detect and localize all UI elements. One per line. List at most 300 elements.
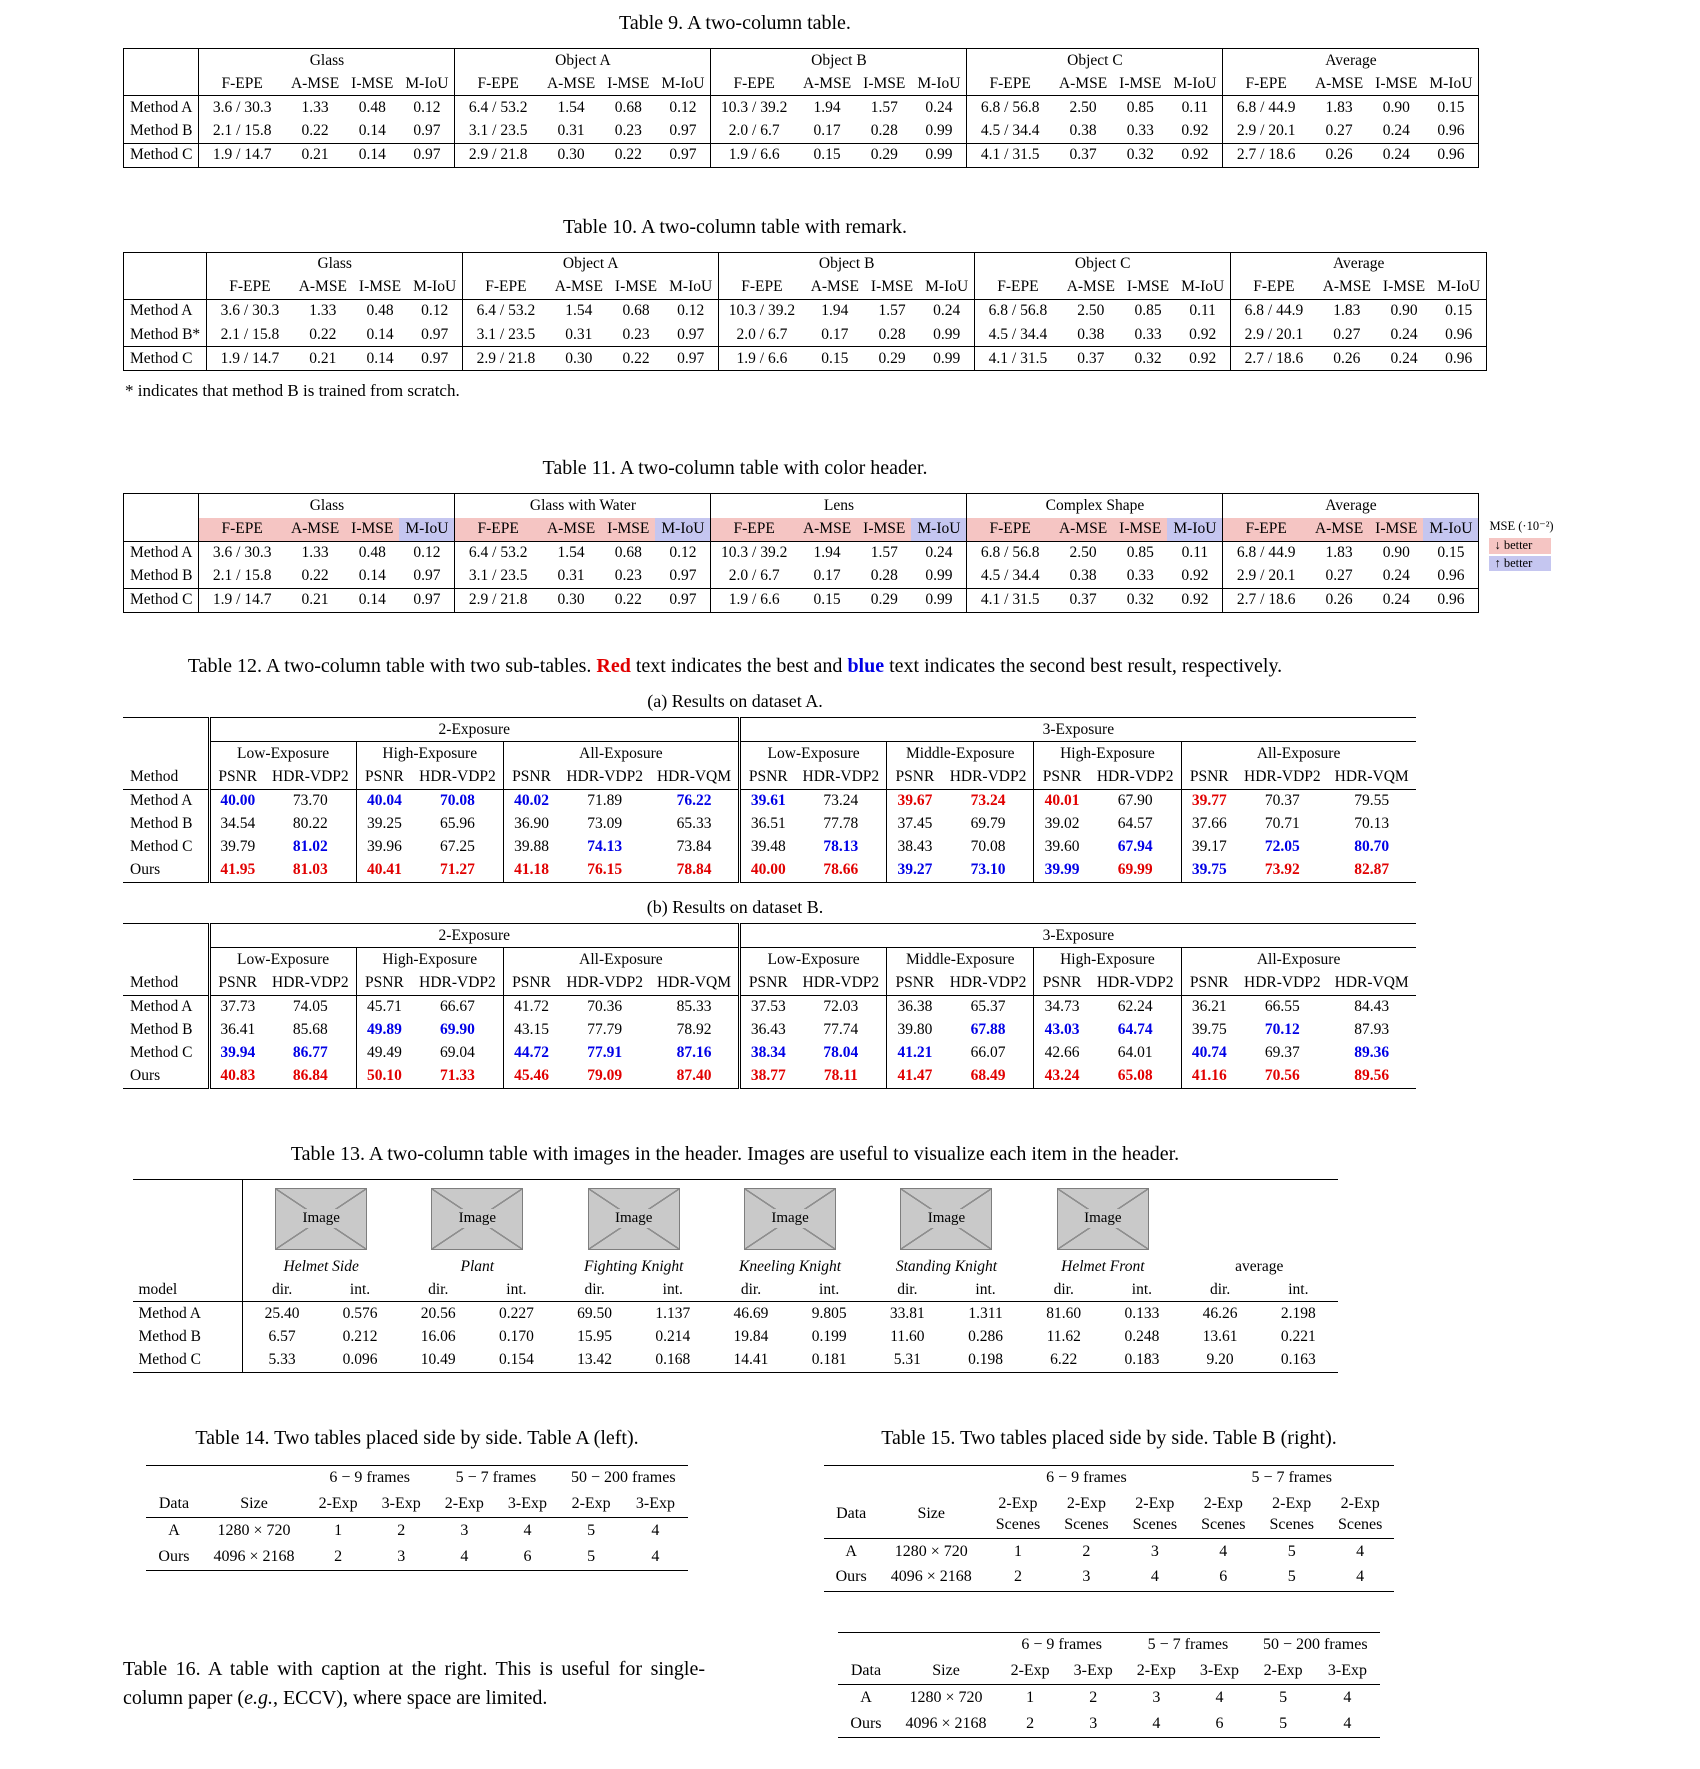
data-cell: 0.14: [345, 143, 399, 167]
data-cell: 0.576: [342, 1304, 378, 1322]
column-header: 2-Exp: [433, 1492, 496, 1518]
data-cell: 0.27: [1325, 121, 1353, 139]
method-header: Method: [123, 971, 209, 995]
data-cell: 5: [1287, 1542, 1296, 1560]
column-header: int.: [477, 1278, 555, 1302]
corner-cell: [123, 924, 209, 948]
data-cell: 40.01: [1034, 789, 1090, 813]
data-cell: 0.24: [1390, 325, 1418, 343]
data-cell: 13.61: [1202, 1328, 1238, 1345]
data-cell: 0.97: [399, 588, 455, 612]
data-cell: 68.49: [943, 1065, 1034, 1089]
table-row: [124, 541, 1479, 565]
data-cell: 9.20: [1181, 1349, 1259, 1373]
table10-caption: Table 10. A two-column table with remark.: [562, 215, 908, 238]
data-cell: 77.74: [823, 1021, 859, 1039]
data-cell: 41.18: [503, 859, 559, 883]
data-cell: 0.97: [399, 565, 455, 589]
group-header: 5 − 7 frames: [1189, 1465, 1394, 1491]
row-label: Ours: [146, 1544, 201, 1570]
image-placeholder: [588, 1188, 680, 1250]
data-cell: 4.5 / 34.4: [988, 325, 1048, 343]
table13: [123, 1179, 1347, 1373]
image-placeholder: [900, 1188, 992, 1250]
data-cell: 0.26: [1309, 588, 1369, 612]
data-cell: 0.99: [911, 119, 967, 143]
results-table: [123, 923, 1416, 1089]
table15-caption: Table 15. Two tables placed side by side. Table B (right).: [881, 1426, 1337, 1449]
table-row: [123, 971, 1416, 995]
table-row: [123, 859, 1416, 883]
table-row: [838, 1632, 1379, 1658]
data-cell: 40.41: [356, 859, 412, 883]
table-row: [123, 924, 1416, 948]
column-header: I-MSE: [1113, 72, 1167, 96]
data-cell: 0.17: [813, 567, 841, 585]
data-cell: 87.40: [650, 1065, 740, 1089]
data-cell: 6.4 / 53.2: [468, 98, 528, 116]
data-cell: 6.4 / 53.2: [468, 544, 528, 562]
caption-italic: e.g.: [244, 1686, 273, 1709]
data-cell: 0.21: [285, 143, 345, 167]
data-cell: 69.37: [1264, 1044, 1300, 1062]
data-cell: 13.42: [556, 1349, 634, 1373]
corner-cell: [124, 494, 199, 518]
group-header: Object B: [711, 49, 967, 73]
data-cell: 39.75: [1181, 859, 1237, 883]
column-header: F-EPE: [199, 518, 285, 542]
data-cell: 0.92: [1167, 588, 1223, 612]
subgroup-header: All-Exposure: [1181, 742, 1416, 766]
table-row: [123, 789, 1416, 813]
data-cell: 1.94: [813, 98, 841, 116]
data-cell: 3: [1052, 1565, 1120, 1591]
data-header: Data: [146, 1492, 201, 1518]
data-cell: 0.24: [1382, 121, 1410, 139]
item-label: Plant: [460, 1257, 495, 1275]
table-row: [824, 1465, 1395, 1491]
group-header: 2-Exposure: [209, 924, 740, 948]
results-table: [838, 1632, 1379, 1738]
data-cell: 0.28: [870, 121, 898, 139]
data-cell: 0.12: [399, 541, 455, 565]
data-cell: 1.33: [301, 98, 329, 116]
data-cell: 1.83: [1325, 98, 1353, 116]
data-cell: 78.11: [796, 1065, 887, 1089]
data-cell: 87.16: [676, 1044, 712, 1062]
data-cell: 1.9 / 6.6: [711, 588, 797, 612]
row-label: Method C: [130, 838, 193, 856]
column-header: dir.: [556, 1278, 634, 1302]
data-cell: 14.41: [712, 1349, 790, 1373]
image-placeholder-label: Image: [1079, 1209, 1126, 1229]
empty-cell: [1181, 1180, 1337, 1256]
data-cell: 38.43: [887, 836, 943, 859]
column-header: 2-Exp Scenes: [984, 1492, 1052, 1539]
data-cell: 64.74: [1117, 1021, 1153, 1039]
data-cell: 74.13: [587, 838, 623, 856]
data-cell: 86.77: [292, 1044, 328, 1062]
data-cell: 6.4 / 53.2: [476, 302, 536, 320]
data-cell: 3.6 / 30.3: [212, 544, 272, 562]
data-cell: 0.30: [541, 588, 601, 612]
table-row: [123, 742, 1416, 766]
data-cell: 70.08: [440, 792, 475, 810]
data-cell: 37.66: [1181, 813, 1237, 836]
column-header: 2-Exp: [1125, 1659, 1188, 1685]
data-cell: 39.99: [1034, 859, 1090, 883]
data-cell: 39.94: [209, 1042, 265, 1065]
data-cell: 2: [307, 1544, 370, 1570]
column-header: M-IoU: [1431, 276, 1487, 300]
data-cell: 0.11: [1175, 299, 1231, 323]
data-cell: 0.24: [1382, 567, 1410, 585]
item-label: Helmet Side: [283, 1257, 359, 1275]
table-row: [838, 1685, 1379, 1711]
data-cell: 79.55: [1354, 792, 1390, 810]
data-cell: 0.96: [1431, 347, 1487, 371]
table-row: [124, 323, 1487, 347]
column-header: int.: [790, 1278, 868, 1302]
data-cell: 25.40: [264, 1304, 300, 1322]
image-cell: [868, 1180, 1024, 1256]
data-cell: 42.66: [1034, 1042, 1090, 1065]
table9-caption: Table 9. A two-column table.: [619, 12, 851, 34]
data-cell: 5: [1279, 1688, 1288, 1706]
table14-caption: Table 14. Two tables placed side by side. Table A (left).: [195, 1426, 639, 1449]
data-cell: 0.15: [1423, 96, 1479, 120]
item-label: Standing Knight: [895, 1257, 998, 1275]
column-header: HDR-VDP2: [943, 971, 1034, 995]
data-cell: 6.8 / 56.8: [980, 98, 1040, 116]
table12-caption: [123, 653, 1347, 679]
column-header: A-MSE: [1309, 518, 1369, 542]
data-cell: 2.50: [1069, 544, 1097, 562]
data-cell: 3.6 / 30.3: [220, 302, 280, 320]
row-label: Method B: [130, 1021, 193, 1039]
data-cell: 16.06: [420, 1328, 456, 1345]
data-cell: 67.94: [1117, 838, 1153, 856]
data-cell: 40.04: [356, 789, 412, 813]
row-label: Method A: [133, 1302, 243, 1326]
image-placeholder-label: Image: [297, 1209, 344, 1229]
data-cell: 0.90: [1390, 302, 1418, 320]
data-cell: 69.79: [970, 815, 1006, 833]
data-cell: 2.1 / 15.8: [212, 567, 272, 585]
data-cell: 10.3 / 39.2: [728, 302, 796, 320]
data-cell: 2.0 / 6.7: [736, 325, 788, 343]
table-row: [124, 96, 1479, 120]
data-cell: 0.32: [1113, 143, 1167, 167]
data-cell: 0.23: [614, 121, 642, 139]
data-cell: 0.12: [655, 541, 711, 565]
column-header: A-MSE: [541, 518, 601, 542]
data-cell: 50.10: [356, 1065, 412, 1089]
data-cell: 0.97: [399, 143, 455, 167]
data-cell: 1.9 / 14.7: [199, 143, 285, 167]
data-cell: 0.37: [1053, 588, 1113, 612]
data-cell: 78.04: [823, 1044, 859, 1062]
data-cell: 87.93: [1354, 1021, 1390, 1039]
column-header: dir.: [243, 1278, 321, 1302]
data-cell: 3.1 / 23.5: [468, 567, 528, 585]
table-row: [124, 494, 1479, 518]
group-header: Object C: [967, 49, 1223, 73]
size-cell: 4096 × 2168: [202, 1544, 307, 1570]
data-cell: 0.99: [919, 323, 975, 347]
subgroup-header: All-Exposure: [503, 742, 739, 766]
group-header: Average: [1223, 49, 1479, 73]
data-cell: 80.70: [1354, 838, 1390, 856]
table-row: [146, 1465, 687, 1491]
table14: [123, 1465, 711, 1571]
column-header: PSNR: [887, 971, 943, 995]
data-cell: 39.79: [209, 836, 265, 859]
column-header: I-MSE: [1377, 276, 1431, 300]
table-row: [133, 1278, 1338, 1302]
table-row: [133, 1302, 1338, 1326]
data-cell: 0.48: [358, 98, 386, 116]
group-header: 5 − 7 frames: [1125, 1632, 1251, 1658]
data-cell: 64.01: [1117, 1044, 1153, 1062]
data-cell: 5: [1251, 1711, 1315, 1737]
data-cell: 39.61: [740, 789, 796, 813]
column-header: I-MSE: [1369, 72, 1423, 96]
data-cell: 0.27: [1333, 325, 1361, 343]
column-header: A-MSE: [549, 276, 609, 300]
results-table: [133, 1179, 1338, 1373]
data-cell: 0.15: [797, 143, 857, 167]
corner-cell: [133, 1180, 243, 1256]
row-label: Method C: [124, 143, 199, 167]
column-header: 3-Exp: [1188, 1659, 1251, 1685]
item-label: Kneeling Knight: [739, 1257, 842, 1275]
data-cell: 0.22: [601, 143, 655, 167]
data-cell: 39.88: [503, 836, 559, 859]
data-cell: 1.9 / 14.7: [207, 347, 293, 371]
data-cell: 86.84: [265, 1065, 356, 1089]
right-column: [771, 1425, 1447, 1738]
column-header: M-IoU: [919, 276, 975, 300]
data-cell: 43.15: [503, 1019, 559, 1042]
column-header: F-EPE: [1223, 72, 1309, 96]
data-cell: 0.38: [1069, 121, 1097, 139]
table11-legend: [1489, 519, 1553, 573]
group-header: Glass: [199, 494, 455, 518]
column-header: PSNR: [209, 971, 265, 995]
data-cell: 40.83: [209, 1065, 265, 1089]
group-header: Complex Shape: [967, 494, 1223, 518]
data-cell: 0.24: [1369, 588, 1423, 612]
group-header: 3-Exposure: [740, 718, 1416, 742]
row-label: Method C: [133, 1349, 243, 1373]
corner-cell: [124, 518, 199, 542]
data-cell: 72.05: [1264, 838, 1300, 856]
data-cell: 39.27: [887, 859, 943, 883]
data-cell: 43.24: [1034, 1065, 1090, 1089]
column-header: HDR-VDP2: [559, 765, 650, 789]
data-cell: 4: [1215, 1688, 1224, 1706]
data-cell: 0.15: [805, 347, 865, 371]
data-cell: 1: [1026, 1688, 1035, 1706]
data-cell: 39.48: [740, 836, 796, 859]
data-cell: 0.11: [1167, 96, 1223, 120]
caption-blue-word: blue: [847, 655, 885, 678]
data-cell: 0.97: [399, 119, 455, 143]
data-cell: 67.88: [970, 1021, 1006, 1039]
data-cell: 39.67: [887, 789, 943, 813]
image-placeholder-label: Image: [610, 1209, 657, 1229]
column-header: A-MSE: [1053, 518, 1113, 542]
data-cell: 0.92: [1167, 119, 1223, 143]
data-cell: 71.27: [412, 859, 503, 883]
column-header: PSNR: [1034, 765, 1090, 789]
data-cell: 2.7 / 18.6: [1223, 143, 1309, 167]
column-header: 2-Exp: [307, 1492, 370, 1518]
column-header: 2-Exp Scenes: [1258, 1492, 1326, 1539]
data-cell: 6.8 / 44.9: [1236, 98, 1296, 116]
column-header: M-IoU: [655, 72, 711, 96]
data-cell: 36.43: [740, 1019, 796, 1042]
table-row: [123, 813, 1416, 836]
column-header: HDR-VDP2: [1090, 971, 1181, 995]
column-header: I-MSE: [1113, 518, 1167, 542]
caption-text: , ECCV), where space are limited.: [272, 1686, 548, 1709]
table12b: [123, 923, 1409, 1089]
subgroup-header: Low-Exposure: [740, 742, 887, 766]
caption-text: text indicates the best and: [630, 655, 848, 678]
data-cell: 41.21: [887, 1042, 943, 1065]
row-label: Ours: [123, 859, 209, 883]
row-label: Method A: [130, 792, 193, 810]
column-header: int.: [634, 1278, 712, 1302]
data-cell: 4: [1343, 1688, 1352, 1706]
table12b-caption: (b) Results on dataset B.: [646, 897, 824, 918]
data-cell: 89.56: [1328, 1065, 1416, 1089]
data-cell: 73.92: [1237, 859, 1328, 883]
data-cell: 0.198: [946, 1349, 1024, 1373]
data-cell: 1: [1013, 1542, 1022, 1560]
data-cell: 78.92: [676, 1021, 712, 1039]
data-cell: 0.96: [1423, 565, 1479, 589]
image-placeholder-label: Image: [454, 1209, 501, 1229]
size-header: Size: [894, 1659, 999, 1685]
data-cell: 2.1 / 15.8: [220, 325, 280, 343]
image-cell: [243, 1180, 399, 1256]
table11-caption: Table 11. A two-column table with color header.: [542, 457, 928, 480]
data-cell: 1.33: [301, 544, 329, 562]
column-header: 2-Exp Scenes: [1189, 1492, 1257, 1539]
row-label: Method B: [124, 565, 199, 589]
data-cell: 0.29: [857, 143, 911, 167]
column-header: I-MSE: [1121, 276, 1175, 300]
table9: [123, 48, 1473, 168]
data-cell: 0.24: [911, 541, 967, 565]
caption-red-word: Red: [596, 655, 631, 678]
size-cell: 4096 × 2168: [894, 1711, 999, 1737]
data-cell: 0.221: [1280, 1328, 1316, 1345]
column-header: M-IoU: [1167, 72, 1223, 96]
table-row: [124, 518, 1479, 542]
data-cell: 0.97: [655, 565, 711, 589]
data-cell: 82.87: [1328, 859, 1416, 883]
data-cell: 4: [1315, 1711, 1379, 1737]
row-label: Ours: [838, 1711, 893, 1737]
data-cell: 49.89: [356, 1019, 412, 1042]
data-cell: 2.9 / 20.1: [1236, 567, 1296, 585]
table-row: [124, 252, 1487, 276]
data-cell: 6.8 / 56.8: [988, 302, 1048, 320]
table-row: [123, 1065, 1416, 1089]
column-header: A-MSE: [797, 72, 857, 96]
table16: [771, 1632, 1447, 1738]
data-cell: 0.33: [1134, 325, 1162, 343]
data-cell: 73.24: [823, 792, 859, 810]
data-cell: 0.14: [366, 325, 394, 343]
empty-cell: [146, 1465, 201, 1491]
data-cell: 0.97: [407, 323, 463, 347]
data-cell: 2.7 / 18.6: [1231, 347, 1317, 371]
data-cell: 5: [587, 1521, 596, 1539]
item-label: Fighting Knight: [583, 1257, 684, 1275]
data-cell: 0.48: [366, 302, 394, 320]
group-header: Lens: [711, 494, 967, 518]
data-cell: 85.68: [292, 1021, 328, 1039]
column-header: 2-Exp: [1251, 1659, 1315, 1685]
column-header: PSNR: [503, 765, 559, 789]
bottom-two-column-section: [123, 1425, 1453, 1738]
column-header: int.: [1103, 1278, 1181, 1302]
column-header: 3-Exp: [496, 1492, 559, 1518]
data-cell: 1.83: [1333, 302, 1361, 320]
data-cell: 0.26: [1309, 143, 1369, 167]
column-header: I-MSE: [1369, 518, 1423, 542]
data-cell: 11.62: [1046, 1328, 1081, 1345]
data-cell: 2.1 / 15.8: [212, 121, 272, 139]
data-cell: 1.57: [870, 544, 898, 562]
data-cell: 0.23: [622, 325, 650, 343]
column-header: M-IoU: [911, 72, 967, 96]
data-cell: 3.1 / 23.5: [468, 121, 528, 139]
data-cell: 4: [433, 1544, 496, 1570]
data-cell: 0.21: [285, 588, 345, 612]
results-table: [824, 1465, 1395, 1592]
data-cell: 3: [1062, 1711, 1125, 1737]
table10-footnote: * indicates that method B is trained from scratch.: [125, 381, 460, 401]
data-cell: 78.13: [823, 838, 859, 856]
table-row: [133, 1326, 1338, 1349]
data-cell: 0.23: [614, 567, 642, 585]
data-cell: 0.97: [663, 323, 719, 347]
data-cell: 19.84: [733, 1328, 769, 1345]
group-header: Object A: [455, 49, 711, 73]
image-placeholder: [1057, 1188, 1149, 1250]
column-header: M-IoU: [911, 518, 967, 542]
column-header: dir.: [712, 1278, 790, 1302]
data-cell: 3.6 / 30.3: [212, 98, 272, 116]
data-cell: 71.89: [587, 792, 623, 810]
corner-cell: [123, 718, 209, 742]
data-cell: 0.133: [1124, 1304, 1160, 1322]
table13-caption: Table 13. A two-column table with images in the header. Images are useful to visualize each item in the header.: [290, 1143, 1180, 1166]
row-label: A: [860, 1688, 872, 1706]
data-cell: 70.12: [1264, 1021, 1300, 1039]
empty-cell: [824, 1465, 879, 1491]
column-header: HDR-VDP2: [559, 971, 650, 995]
data-cell: 40.00: [209, 789, 265, 813]
data-cell: 39.60: [1034, 836, 1090, 859]
data-cell: 70.71: [1264, 815, 1300, 833]
